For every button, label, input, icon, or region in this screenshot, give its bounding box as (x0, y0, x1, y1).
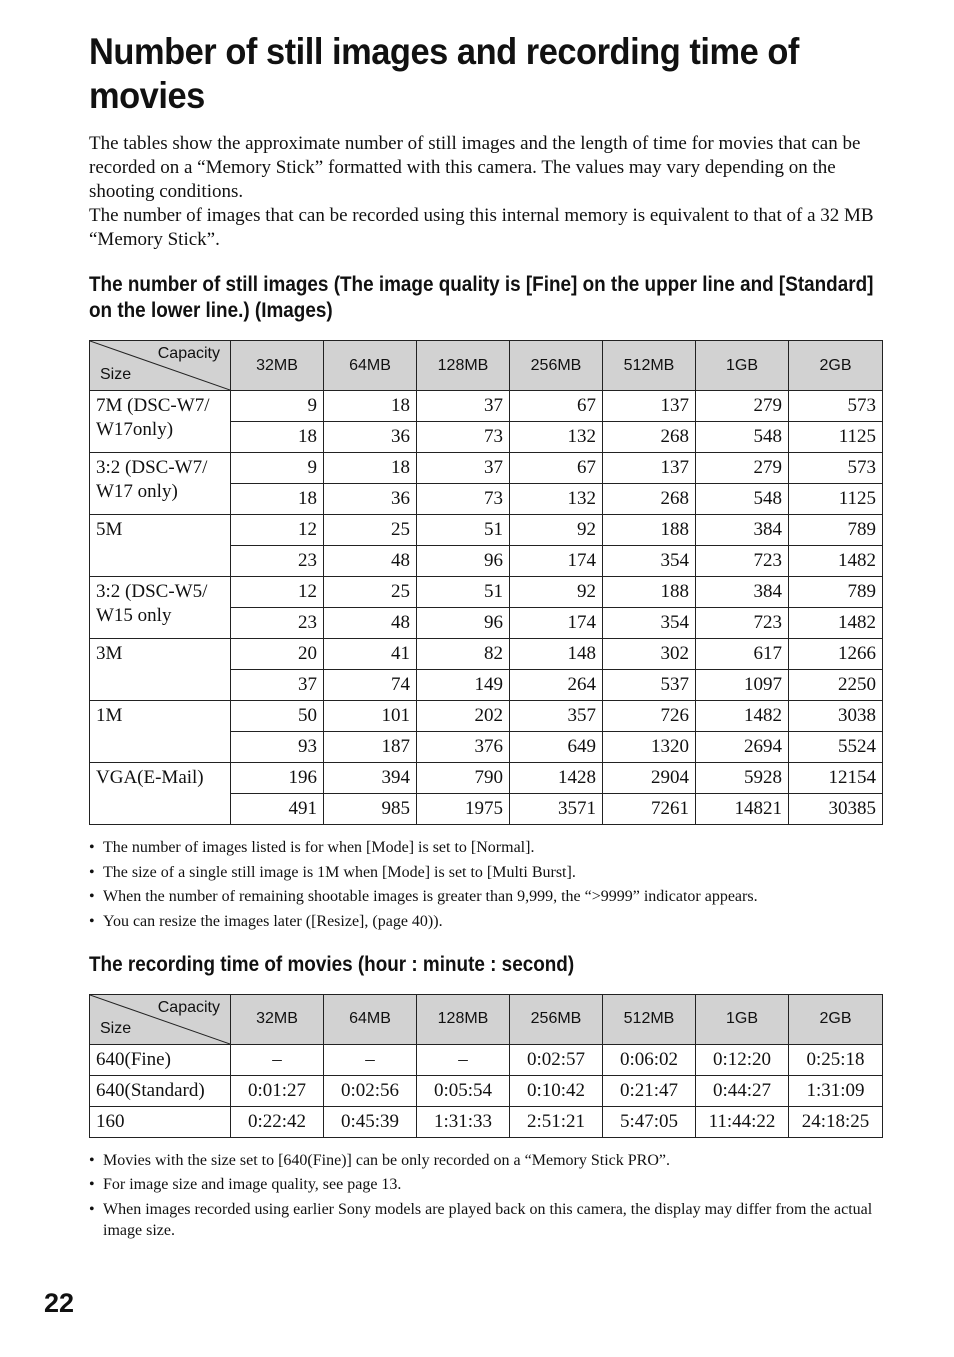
value-cell: 5:47:05 (603, 1106, 696, 1137)
value-cell: 137 (603, 391, 696, 422)
value-cell: 3571 (510, 794, 603, 825)
value-cell: 5928 (696, 763, 789, 794)
value-cell: 1266 (789, 639, 883, 670)
value-cell: 268 (603, 484, 696, 515)
value-cell: 1482 (789, 546, 883, 577)
size-cell: 3:2 (DSC-W7/ W17 only) (90, 453, 231, 515)
capacity-header: 256MB (510, 994, 603, 1044)
capacity-header: 1GB (696, 994, 789, 1044)
value-cell: 30385 (789, 794, 883, 825)
value-cell: 726 (603, 701, 696, 732)
value-cell: 188 (603, 577, 696, 608)
note-item: • When images recorded using earlier Sony models are played back on this camera, the display may differ from the actual image size. (89, 1199, 882, 1241)
value-cell: 354 (603, 546, 696, 577)
capacity-label: Capacity (157, 998, 220, 1016)
size-label: Size (100, 366, 132, 383)
size-cell: 3:2 (DSC-W5/ W15 only (90, 577, 231, 639)
value-cell: 174 (510, 546, 603, 577)
value-cell: 1482 (696, 701, 789, 732)
value-cell: 0:21:47 (603, 1075, 696, 1106)
value-cell: 149 (417, 670, 510, 701)
value-cell: 2250 (789, 670, 883, 701)
table-row (90, 701, 883, 732)
capacity-header: 32MB (231, 994, 324, 1044)
value-cell: 93 (231, 732, 324, 763)
value-cell: 18 (324, 391, 417, 422)
value-cell: 649 (510, 732, 603, 763)
value-cell: 25 (324, 515, 417, 546)
value-cell: 73 (417, 484, 510, 515)
size-cell: 7M (DSC-W7/ W17only) (90, 391, 231, 453)
size-cell: 640(Fine) (90, 1044, 231, 1075)
value-cell: 5524 (789, 732, 883, 763)
value-cell: 92 (510, 515, 603, 546)
value-cell: 1320 (603, 732, 696, 763)
value-cell: – (417, 1044, 510, 1075)
capacity-header: 32MB (231, 341, 324, 391)
value-cell: 174 (510, 608, 603, 639)
value-cell: 37 (231, 670, 324, 701)
still-images-heading: The number of still images (The image quality is [Fine] on the upper line and [Standard] on the lower line.) (Images) (89, 273, 874, 322)
value-cell: 36 (324, 484, 417, 515)
size-cell: VGA(E-Mail) (90, 763, 231, 825)
intro-text (89, 132, 882, 252)
table-row (90, 577, 883, 608)
value-cell: 12 (231, 577, 324, 608)
value-cell: 18 (231, 484, 324, 515)
value-cell: 23 (231, 546, 324, 577)
page-number: 22 (44, 1288, 75, 1318)
intro-paragraph: The number of images that can be recorded using this internal memory is equivalent to that of a 32 MB “Memory Stick”. (89, 205, 874, 250)
note-item: • For image size and image quality, see page 13. (89, 1174, 882, 1195)
value-cell: 279 (696, 453, 789, 484)
value-cell: 48 (324, 546, 417, 577)
value-cell: 264 (510, 670, 603, 701)
value-cell: 67 (510, 391, 603, 422)
capacity-header: 1GB (696, 341, 789, 391)
value-cell: 617 (696, 639, 789, 670)
value-cell: – (324, 1044, 417, 1075)
value-cell: 20 (231, 639, 324, 670)
value-cell: 36 (324, 422, 417, 453)
value-cell: 1125 (789, 422, 883, 453)
value-cell: 985 (324, 794, 417, 825)
movie-notes (89, 1150, 882, 1241)
value-cell: 723 (696, 608, 789, 639)
value-cell: 2904 (603, 763, 696, 794)
value-cell: 1975 (417, 794, 510, 825)
movies-heading: The recording time of movies (hour : minute : second) (89, 952, 575, 976)
value-cell: 790 (417, 763, 510, 794)
value-cell: 357 (510, 701, 603, 732)
table-row (90, 391, 883, 422)
table-row (90, 453, 883, 484)
value-cell: 1:31:33 (417, 1106, 510, 1137)
value-cell: 789 (789, 515, 883, 546)
corner-header (90, 341, 231, 391)
table-row (90, 1106, 883, 1137)
value-cell: 723 (696, 546, 789, 577)
value-cell: 1428 (510, 763, 603, 794)
value-cell: 132 (510, 422, 603, 453)
size-cell: 1M (90, 701, 231, 763)
value-cell: 12 (231, 515, 324, 546)
value-cell: 789 (789, 577, 883, 608)
value-cell: 0:22:42 (231, 1106, 324, 1137)
value-cell: 18 (324, 453, 417, 484)
value-cell: 82 (417, 639, 510, 670)
value-cell: 384 (696, 515, 789, 546)
movie-time-table (89, 994, 883, 1138)
capacity-header: 64MB (324, 341, 417, 391)
note-item: • The number of images listed is for when [Mode] is set to [Normal]. (89, 837, 882, 858)
value-cell: 14821 (696, 794, 789, 825)
corner-header (90, 994, 231, 1044)
capacity-header: 128MB (417, 994, 510, 1044)
value-cell: 73 (417, 422, 510, 453)
value-cell: 0:06:02 (603, 1044, 696, 1075)
value-cell: 23 (231, 608, 324, 639)
value-cell: – (231, 1044, 324, 1075)
value-cell: 0:44:27 (696, 1075, 789, 1106)
value-cell: 3038 (789, 701, 883, 732)
value-cell: 24:18:25 (789, 1106, 883, 1137)
still-images-table (89, 340, 883, 825)
table-header-row (90, 341, 883, 391)
value-cell: 132 (510, 484, 603, 515)
capacity-header: 2GB (789, 994, 883, 1044)
value-cell: 2694 (696, 732, 789, 763)
capacity-header: 512MB (603, 341, 696, 391)
value-cell: 0:02:57 (510, 1044, 603, 1075)
value-cell: 37 (417, 453, 510, 484)
value-cell: 491 (231, 794, 324, 825)
note-item: • You can resize the images later ([Resize], (page 40)). (89, 911, 882, 932)
value-cell: 96 (417, 546, 510, 577)
value-cell: 2:51:21 (510, 1106, 603, 1137)
size-cell: 640(Standard) (90, 1075, 231, 1106)
value-cell: 74 (324, 670, 417, 701)
value-cell: 548 (696, 484, 789, 515)
value-cell: 354 (603, 608, 696, 639)
value-cell: 7261 (603, 794, 696, 825)
value-cell: 537 (603, 670, 696, 701)
value-cell: 96 (417, 608, 510, 639)
value-cell: 12154 (789, 763, 883, 794)
capacity-header: 64MB (324, 994, 417, 1044)
capacity-label: Capacity (157, 345, 220, 362)
capacity-header: 2GB (789, 341, 883, 391)
still-notes (89, 837, 882, 932)
table-row (90, 1044, 883, 1075)
capacity-header: 512MB (603, 994, 696, 1044)
value-cell: 202 (417, 701, 510, 732)
value-cell: 187 (324, 732, 417, 763)
table-row (90, 639, 883, 670)
value-cell: 302 (603, 639, 696, 670)
value-cell: 394 (324, 763, 417, 794)
value-cell: 268 (603, 422, 696, 453)
capacity-header: 128MB (417, 341, 510, 391)
value-cell: 1125 (789, 484, 883, 515)
value-cell: 92 (510, 577, 603, 608)
value-cell: 148 (510, 639, 603, 670)
value-cell: 9 (231, 391, 324, 422)
value-cell: 573 (789, 453, 883, 484)
table-row (90, 763, 883, 794)
value-cell: 41 (324, 639, 417, 670)
value-cell: 48 (324, 608, 417, 639)
value-cell: 101 (324, 701, 417, 732)
note-item: • When the number of remaining shootable images is greater than 9,999, the “>9999” indicator appears. (89, 886, 882, 907)
value-cell: 18 (231, 422, 324, 453)
page-content (89, 30, 882, 1244)
value-cell: 1097 (696, 670, 789, 701)
value-cell: 137 (603, 453, 696, 484)
page-title: Number of still images and recording time of movies (89, 31, 799, 116)
value-cell: 25 (324, 577, 417, 608)
intro-paragraph: The tables show the approximate number of still images and the length of time for movies that can be recorded on a “Memory Stick” formatted with this camera. The values may vary depending on the shooting conditions. (89, 133, 861, 202)
value-cell: 0:10:42 (510, 1075, 603, 1106)
value-cell: 50 (231, 701, 324, 732)
value-cell: 51 (417, 577, 510, 608)
value-cell: 279 (696, 391, 789, 422)
value-cell: 376 (417, 732, 510, 763)
value-cell: 11:44:22 (696, 1106, 789, 1137)
value-cell: 0:05:54 (417, 1075, 510, 1106)
still-table-body (90, 391, 883, 825)
value-cell: 188 (603, 515, 696, 546)
table-row (90, 1075, 883, 1106)
value-cell: 67 (510, 453, 603, 484)
table-row (90, 515, 883, 546)
value-cell: 1:31:09 (789, 1075, 883, 1106)
value-cell: 37 (417, 391, 510, 422)
value-cell: 0:12:20 (696, 1044, 789, 1075)
value-cell: 1482 (789, 608, 883, 639)
value-cell: 51 (417, 515, 510, 546)
value-cell: 0:01:27 (231, 1075, 324, 1106)
value-cell: 0:45:39 (324, 1106, 417, 1137)
size-cell: 3M (90, 639, 231, 701)
size-cell: 160 (90, 1106, 231, 1137)
value-cell: 9 (231, 453, 324, 484)
note-item: • The size of a single still image is 1M when [Mode] is set to [Multi Burst]. (89, 862, 882, 883)
table-header-row (90, 994, 883, 1044)
note-item: • Movies with the size set to [640(Fine)] can be only recorded on a “Memory Stick PRO”. (89, 1150, 882, 1171)
value-cell: 573 (789, 391, 883, 422)
size-cell: 5M (90, 515, 231, 577)
value-cell: 196 (231, 763, 324, 794)
value-cell: 0:02:56 (324, 1075, 417, 1106)
value-cell: 0:25:18 (789, 1044, 883, 1075)
size-label: Size (100, 1019, 132, 1037)
value-cell: 384 (696, 577, 789, 608)
value-cell: 548 (696, 422, 789, 453)
capacity-header: 256MB (510, 341, 603, 391)
movie-table-body (90, 1044, 883, 1137)
